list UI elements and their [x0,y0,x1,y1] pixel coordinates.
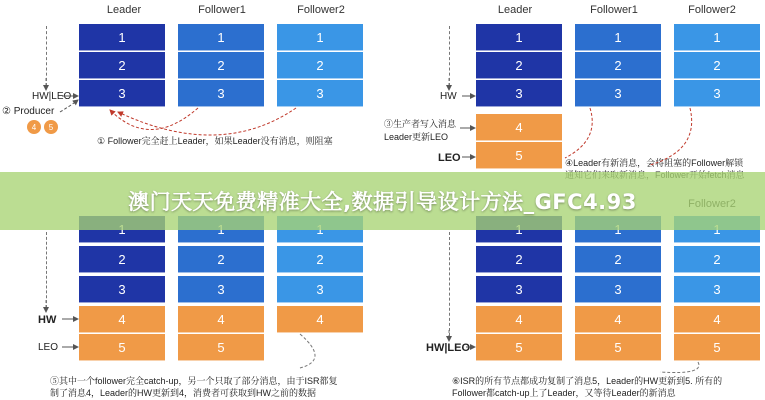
step-4-note-line1: ④Leader有新消息，会将阻塞的Follower解锁 [565,158,744,168]
leader-msg-3: 3 [476,80,562,107]
follower2-msg-3: 3 [674,276,760,303]
leader-msg-1: 1 [476,24,562,51]
fetch-blocked-arrow [110,108,198,130]
step-6-note-line2: Follower都catch-up上了Leader，又等待Leader的新消息 [452,388,676,398]
leader-msg-5: 5 [476,334,562,361]
leader-msg-2: 2 [79,246,165,273]
follower1-msg-3: 3 [178,80,264,107]
follower1-msg-2: 2 [178,246,264,273]
producer-label: ② Producer [2,106,55,117]
leader-msg-3: 3 [79,80,165,107]
follower2-msg-5: 5 [674,334,760,361]
follower2-msg-2: 2 [674,246,760,273]
catchup-dashed-line [300,334,315,368]
step-5-note-line2: 制了消息4，Leader的HW更新到4，消费者可获取到HW之前的数据 [50,388,317,398]
hw-label: HW [38,314,57,326]
fetch-blocked-arrow [118,108,296,135]
notify-arrow [650,108,692,165]
follower1-msg-2: 2 [178,52,264,79]
leader-msg-3: 3 [476,276,562,303]
header-leader: Leader [497,4,533,16]
catchup-dashed-line [660,362,699,373]
follower2-msg-4: 4 [674,306,760,333]
follower2-msg-1: 1 [277,24,363,51]
follower2-msg-2: 2 [277,246,363,273]
step-1-note: ① Follower完全赶上Leader，如果Leader没有消息，则阻塞 [97,136,333,146]
follower2-msg-3: 3 [277,276,363,303]
leo-label: LEO [438,152,461,164]
header-follower1: Follower1 [590,4,638,16]
follower1-msg-2: 2 [575,246,661,273]
follower1-msg-2: 2 [575,52,661,79]
leader-msg-4: 4 [476,306,562,333]
leader-msg-4: 4 [79,306,165,333]
banner-title: 澳门天天免费精准大全,数据引导设计方法_GFC4.93 [128,190,637,214]
pending-msg-4-badge: 4 [27,120,41,134]
header-follower2: Follower2 [688,4,736,16]
leader-update-label: Leader更新LEO [384,132,449,142]
leader-msg-5: 5 [476,142,562,169]
header-follower1: Follower1 [198,4,246,16]
follower1-msg-5: 5 [178,334,264,361]
leader-msg-2: 2 [79,52,165,79]
follower2-msg-2: 2 [674,52,760,79]
title-banner [0,172,765,230]
header-leader: Leader [106,4,142,16]
follower1-msg-1: 1 [575,24,661,51]
hw-leo-label: HW|LEO [426,342,471,354]
header-follower2: Follower2 [297,4,345,16]
hw-label: HW [440,91,457,102]
follower1-msg-3: 3 [575,80,661,107]
leader-msg-2: 2 [476,246,562,273]
follower1-msg-3: 3 [178,276,264,303]
leader-msg-3: 3 [79,276,165,303]
leader-msg-4: 4 [476,114,562,141]
follower1-msg-5: 5 [575,334,661,361]
follower2-msg-2: 2 [277,52,363,79]
producer-write-label: ③生产者写入消息 [384,119,457,129]
pending-msg-5-badge: 5 [44,120,58,134]
leader-msg-1: 1 [79,24,165,51]
follower1-msg-4: 4 [178,306,264,333]
step-5-note-line1: ⑤其中一个follower完全catch-up，另一个只取了部分消息，由于ISR都复 [50,376,338,386]
producer-arrow [60,100,78,112]
follower2-msg-1: 1 [674,24,760,51]
leader-msg-2: 2 [476,52,562,79]
leo-label: LEO [38,342,59,353]
hw-leo-label: HW|LEO [32,91,72,102]
follower1-msg-4: 4 [575,306,661,333]
follower1-msg-3: 3 [575,276,661,303]
follower2-msg-3: 3 [674,80,760,107]
notify-arrow [565,108,592,158]
leader-msg-5: 5 [79,334,165,361]
follower2-msg-4: 4 [277,306,363,333]
follower1-msg-1: 1 [178,24,264,51]
step-6-note-line1: ⑥ISR的所有节点都成功复制了消息5，Leader的HW更新到5. 所有的 [452,376,723,386]
follower2-msg-3: 3 [277,80,363,107]
